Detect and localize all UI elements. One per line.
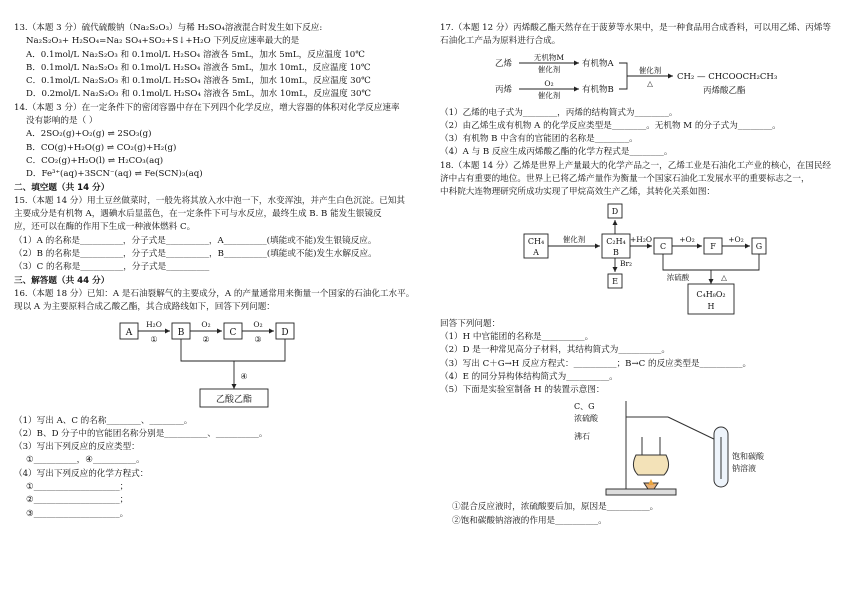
reagent-label: +H₂O — [630, 234, 652, 244]
propene-label: 丙烯 — [495, 84, 513, 95]
heat-symbol: △ — [647, 78, 653, 88]
sub-question: （4）E 的同分异构体结构简式为__________。 — [440, 371, 618, 382]
node-b: B — [177, 327, 185, 338]
sub-question: （3）有机物 B 中含有的官能团的名称是________。 — [440, 134, 638, 145]
sub-question: （1）H 中官能团的名称是__________。 — [440, 331, 594, 342]
catalyst-label: 催化剂 — [537, 90, 561, 100]
sub-question: （3）C 的名称是__________，分子式是__________ — [14, 262, 210, 273]
answer-blank: ②____________________； — [26, 495, 129, 506]
organic-b: 有机物B — [582, 84, 614, 95]
acrylate-synthesis-diagram — [493, 49, 793, 107]
sub-question: （5）下面是实验室制备 H 的装置示意图： — [440, 385, 605, 396]
label-saturated: 饱和碳酸 — [732, 452, 764, 462]
sub-question: （2）B、D 分子中的官能团名称分别是__________、__________。 — [14, 428, 268, 439]
option-c: C．0.1mol/L Na₂S₂O₃ 和 0.1mol/L H₂SO₄ 溶液各 5mL，加水 10mL，反应温度 30℃ — [26, 76, 371, 87]
sub-question: （4）写出下列反应的化学方程式： — [14, 468, 149, 479]
node-a: A — [533, 247, 539, 257]
right-column — [440, 22, 846, 528]
heat-symbol: △ — [721, 272, 727, 282]
sub-question: （3）写出 C＋G→H 反应方程式：__________；B→C 的反应类型是__________。 — [440, 358, 752, 369]
lab-apparatus-figure — [518, 397, 768, 501]
label-boiling-stone: 沸石 — [574, 432, 590, 442]
sub-question: （2）B 的名称是__________，分子式是__________，B__________(填能或不能)发生水解反应。 — [14, 249, 377, 260]
reagent-label: +O₂ — [728, 234, 744, 244]
node-d: D — [281, 327, 289, 338]
catalyst-label: 催化剂 — [638, 65, 662, 75]
text-line: 16.（本题 18 分）已知：A 是石油裂解气的主要成分，A 的产量通常用来衡量一个国家的石油化工水平。 — [14, 288, 415, 299]
sub-question: （2）D 是一种常见高分子材料，其结构简式为__________。 — [440, 345, 670, 356]
node-c: C — [659, 241, 667, 251]
text-line: 回答下列问题： — [440, 318, 501, 329]
sub-question: （1）乙烯的电子式为________，丙烯的结构简式为________。 — [440, 107, 678, 118]
label-solution: 钠溶液 — [732, 464, 756, 474]
ethylene-conversion-diagram — [518, 200, 768, 318]
text-line: Na₂S₂O₃+ H₂SO₄=Na₂ SO₄+SO₂+S↓+H₂O 下列反应速率最大的是 — [26, 36, 300, 47]
reagent-label: 无机物M — [533, 52, 565, 62]
reagent-label: Br₂ — [619, 258, 633, 268]
text-line: 14.（本题 3 分）在一定条件下的密闭容器中存在下列四个化学反应，增大容器的体积对化学反应速率 — [14, 102, 400, 113]
organic-a: 有机物A — [582, 58, 614, 69]
option-d: D．Fe³⁺(aq)+3SCN⁻(aq) ⇌ Fe(SCN)₃(aq) — [26, 169, 203, 180]
text-line: 主要成分是有机物 A，遇碘水后显蓝色，在一定条件下可与水反应，最终生成 B. B 能发生银镜反 — [14, 209, 382, 220]
sub-question: （1）写出 A、C 的名称________、________。 — [14, 415, 193, 426]
option-b: B．CO(g)+H₂O(g) ⇌ CO₂(g)+H₂(g) — [26, 142, 177, 153]
text-line: 石油化工产品为原料进行合成。 — [440, 36, 561, 47]
step-number: ② — [202, 334, 210, 344]
text-line: 13.（本题 3 分）硫代硫酸钠（Na₂S₂O₃）与稀 H₂SO₄溶液混合时发生如下反应: — [14, 23, 323, 33]
text-line: 18.（本题 14 分）乙烯是世界上产量最大的化学产品之一，乙烯工业是石油化工产业的核心，在国民经 — [440, 160, 832, 171]
question-13 — [14, 22, 422, 102]
section-heading: 三、解答题（共 44 分） — [14, 275, 110, 286]
text-line: 现以 A 为主要原料合成乙酸乙酯，其合成路线如下，回答下列问题： — [14, 302, 275, 313]
text-line: 15.（本题 14 分）用土豆丝做菜时，一般先将其放入水中泡一下，水变浑浊，并产生白色沉淀。已知其 — [14, 195, 406, 206]
option-c: C．CO₂(g)+H₂O(l) ⇌ H₂CO₃(aq) — [26, 155, 164, 166]
catalyst-label: 催化剂 — [537, 64, 561, 74]
sub-question: （3）写出下列反应的反应类型： — [14, 442, 140, 453]
option-a: A．2SO₂(g)+O₂(g) ⇌ 2SO₃(g) — [26, 129, 152, 140]
question-16 — [14, 288, 422, 521]
sub-question: （1）A 的名称是__________，分子式是__________，A__________(填能或不能)发生银镜反应。 — [14, 235, 377, 246]
question-17 — [440, 22, 846, 160]
product-formula: CH₂ — CHCOOCH₂CH₃ — [677, 71, 778, 82]
left-column — [14, 22, 422, 521]
option-b: B．0.1mol/L Na₂S₂O₃ 和 0.1mol/L H₂SO₄ 溶液各 5mL，加水 10mL，反应温度 10℃ — [26, 62, 371, 73]
question-15 — [14, 195, 422, 275]
node-a: A — [125, 327, 133, 338]
option-a: A．0.1mol/L Na₂S₂O₃ 和 0.1mol/L H₂SO₄ 溶液各 5mL，加水 5mL，反应温度 10℃ — [26, 49, 365, 60]
section-heading: 二、填空题（共 14 分） — [14, 182, 110, 193]
node-g: G — [755, 241, 763, 251]
node-h: H — [707, 301, 715, 311]
sub-question: （2）由乙烯生成有机物 A 的化学反应类型是________。无机物 M 的分子式为________。 — [440, 120, 781, 131]
step-number: ④ — [240, 371, 248, 381]
reagent-label: H₂O — [146, 319, 162, 329]
reagent-label: 浓硫酸 — [666, 272, 690, 282]
answer-blank: ①____________________； — [26, 482, 129, 493]
synthesis-route-diagram — [108, 315, 328, 415]
node-h-formula: C₄H₈O₂ — [696, 289, 726, 299]
text-line: 没有影响的是（ ） — [26, 116, 98, 127]
answer-blank: ③____________________。 — [26, 508, 129, 519]
question-14 — [14, 102, 422, 182]
node-c2h4: C₂H₄ — [606, 236, 626, 246]
option-d: D．0.2mol/L Na₂S₂O₃ 和 0.1mol/L H₂SO₄ 溶液各 5mL，加水 10mL，反应温度 30℃ — [26, 89, 372, 100]
sub-question: ②饱和碳酸钠溶液的作用是__________。 — [452, 515, 607, 526]
text-line: 中科院大连物理研究所成功实现了甲烷高效生产乙烯，其转化关系如图： — [440, 187, 716, 198]
product-label: 乙酸乙酯 — [215, 394, 253, 405]
reagent-label: O₂ — [201, 319, 211, 329]
node-b: B — [613, 247, 619, 257]
reagent-label: +O₂ — [679, 234, 695, 244]
ethene-label: 乙烯 — [495, 58, 513, 69]
text-line: 17.（本题 12 分）丙烯酸乙酯天然存在于菠萝等水果中，是一种食品用合成香料，可以用乙烯、丙烯等 — [440, 23, 832, 33]
sub-question: ①混合反应液时，浓硫酸要后加，原因是__________。 — [452, 502, 659, 513]
product-name: 丙烯酸乙酯 — [703, 85, 746, 96]
step-number: ③ — [254, 334, 262, 344]
label-conc-acid: 浓硫酸 — [574, 414, 598, 424]
sub-question: （4）A 与 B 反应生成丙烯酸乙酯的化学方程式是________。 — [440, 147, 673, 158]
catalyst-label: 催化剂 — [562, 234, 586, 244]
node-e: E — [612, 276, 618, 286]
step-number: ① — [150, 334, 158, 344]
node-ch4: CH₄ — [527, 236, 545, 246]
node-d: D — [611, 206, 619, 216]
reagent-label: O₂ — [253, 319, 263, 329]
text-line: 应，还可以在酶的作用下生成一种液体燃料 C。 — [14, 222, 196, 233]
label-c-g: C、G — [574, 402, 595, 412]
node-c: C — [229, 327, 237, 338]
node-f: F — [710, 241, 716, 251]
text-line: 济中占有重要的地位。世界上已将乙烯产量作为衡量一个国家石油化工发展水平的重要标志之一， — [440, 174, 810, 185]
reagent-label: O₂ — [544, 78, 554, 88]
answer-blank: ①__________，④__________。 — [26, 455, 145, 466]
question-18 — [440, 160, 846, 528]
